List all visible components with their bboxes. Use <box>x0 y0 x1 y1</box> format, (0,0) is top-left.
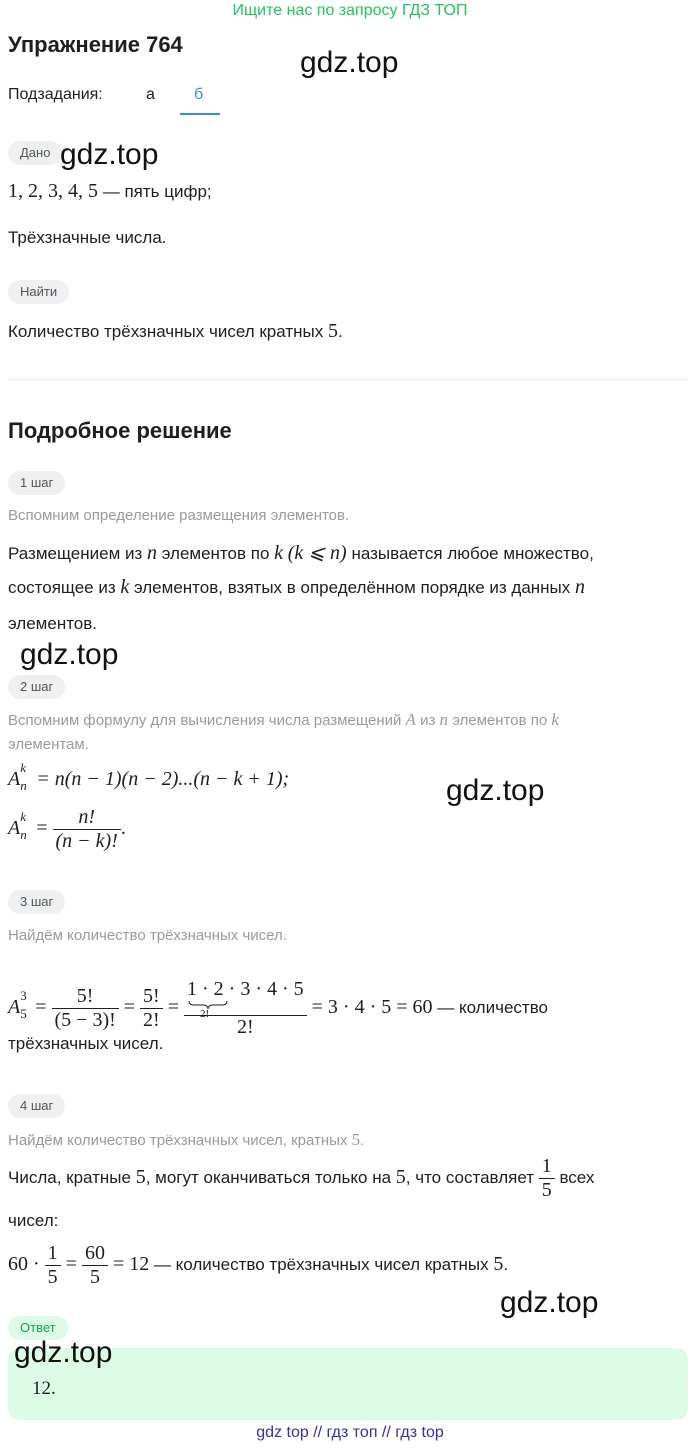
step-2-badge: 2 шаг <box>8 675 65 699</box>
tab-subtask-a[interactable]: а <box>146 86 155 103</box>
footer-links[interactable]: gdz top // гдз топ // гдз top <box>256 1424 444 1441</box>
section-divider <box>8 379 688 380</box>
find-text: Количество трёхзначных чисел кратных 5. <box>8 320 343 342</box>
formula-permutations-product: A k n = n(n − 1)(n − 2)...(n − k + 1); <box>8 760 290 793</box>
step-3-line-2: трёхзначных чисел. <box>8 1034 164 1053</box>
step-1-line-1: Размещением из n элементов по k (k ⩽ n) называется любое множество, <box>8 542 594 564</box>
step-1-line-2: состоящее из k элементов, взятых в определённом порядке из данных n <box>8 576 585 598</box>
step-3-badge: 3 шаг <box>8 890 65 914</box>
answer-value: 12. <box>32 1378 56 1399</box>
step-2-hint: Вспомним формулу для вычисления числа размещений A из n элементов по k <box>8 710 559 729</box>
step-1-hint: Вспомним определение размещения элементов. <box>8 507 350 524</box>
active-tab-indicator <box>180 113 220 115</box>
given-badge: Дано <box>8 141 62 165</box>
step-4-hint: Найдём количество трёхзначных чисел, кратных 5. <box>8 1130 365 1149</box>
solution-title: Подробное решение <box>8 418 232 443</box>
page-title: Упражнение 764 <box>8 32 183 57</box>
watermark: gdz.top <box>446 774 545 807</box>
answer-badge: Ответ <box>8 1316 68 1340</box>
watermark: gdz.top <box>20 638 119 671</box>
step-3-hint: Найдём количество трёхзначных чисел. <box>8 927 287 944</box>
find-badge: Найти <box>8 280 69 304</box>
watermark: gdz.top <box>60 138 159 171</box>
step-4-line-2: чисел: <box>8 1211 59 1230</box>
formula-permutations-factorial: A k n = $\frac{n!}{(n - k)!}$ . <box>8 806 126 852</box>
step-1-line-3: элементов. <box>8 614 98 633</box>
watermark: gdz.top <box>300 46 399 79</box>
formula-step-3: A 3 5 = $\frac{5!}{(5 - 3)!}$ = $\frac{5!}{2!}$ = 1 · 2 · 3 · 4 · 5 2! 2! = 3 · 4 · 5 = 60 — количество <box>8 978 548 1038</box>
formula-step-4: 60 · $\frac{1}{5}$ = $\frac{60}{5}$ = 12 — количество трёхзначных чисел кратных 5. <box>8 1242 509 1288</box>
watermark: gdz.top <box>14 1336 113 1369</box>
step-1-badge: 1 шаг <box>8 471 65 495</box>
watermark: gdz.top <box>500 1286 599 1319</box>
step-4-badge: 4 шаг <box>8 1094 65 1118</box>
given-digits: 1, 2, 3, 4, 5 — пять цифр; <box>8 180 212 202</box>
step-4-line-1: Числа, кратные 5, могут оканчиваться только на 5, что составляет $\frac{1}{5}$ всех <box>8 1155 595 1201</box>
tab-subtask-b[interactable]: б <box>194 86 204 103</box>
subtasks-label: Подзадания: <box>8 86 103 103</box>
step-2-hint-2: элементам. <box>8 736 89 753</box>
given-three-digit: Трёхзначные числа. <box>8 228 167 247</box>
search-banner: Ищите нас по запросу ГДЗ ТОП <box>232 2 468 19</box>
